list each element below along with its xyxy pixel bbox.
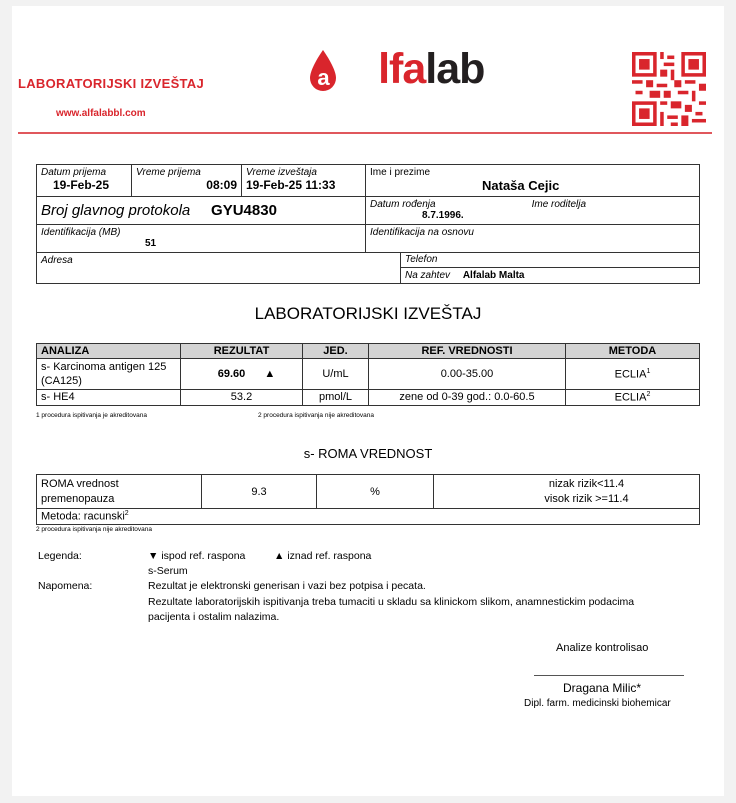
- up-arrow-icon: ▲: [264, 368, 276, 380]
- roma-title: s- ROMA VREDNOST: [303, 446, 433, 461]
- legend-up-text: iznad ref. raspona: [287, 550, 372, 562]
- header-jed: JED.: [303, 344, 369, 359]
- protokol-label: Broj glavnog protokola: [41, 202, 191, 219]
- vreme-prijema-value: 08:09: [206, 178, 237, 192]
- footnote-2: 2 procedura ispitivanja nije akreditovana: [258, 412, 374, 419]
- roma-name-line1: ROMA vrednost: [41, 477, 119, 490]
- rezultat-cell: 53.2: [181, 390, 303, 406]
- vreme-izvestaja-label: Vreme izveštaja: [246, 167, 317, 178]
- telefon-label: Telefon: [405, 254, 438, 265]
- identifikacija-value: 51: [145, 238, 157, 249]
- napomena-label: Napomena:: [38, 580, 93, 592]
- results-table: [36, 343, 700, 406]
- qr-code-icon: [632, 52, 706, 126]
- metoda-value: ECLIA: [614, 391, 647, 404]
- report-title: LABORATORIJSKI IZVEŠTAJ: [254, 304, 482, 323]
- roma-unit-cell: %: [317, 475, 434, 509]
- legend-down: [148, 549, 245, 564]
- telefon-cell: [401, 253, 700, 268]
- identifikacija-osnovu-cell: [366, 225, 700, 253]
- roma-metoda-sup: 2: [124, 510, 129, 517]
- signature-line: [534, 675, 684, 676]
- roma-ref-line1: nizak rizik<11.4: [548, 477, 625, 490]
- identifikacija-cell: [37, 225, 366, 253]
- footnote-1: 1 procedura ispitivanja je akreditovana: [36, 412, 147, 419]
- alfalab-logo: a lfalab: [308, 48, 484, 91]
- ime-roditelja-label: Ime roditelja: [531, 199, 587, 210]
- table-row: [37, 390, 700, 406]
- roma-name-cell: [37, 475, 202, 509]
- datum-rodjenja-value: 8.7.1996.: [422, 210, 464, 221]
- analiza-cell: s- Karcinoma antigen 125 (CA125): [37, 359, 181, 390]
- down-arrow-icon: ▼: [148, 550, 159, 562]
- legend-down-text: ispod ref. raspona: [161, 550, 246, 562]
- datum-rodjenja-cell: [366, 197, 700, 225]
- vreme-prijema-cell: [132, 165, 242, 197]
- jed-cell: U/mL: [303, 359, 369, 390]
- datum-prijema-label: Datum prijema: [41, 167, 107, 178]
- signer-title: Dipl. farm. medicinski biohemicar: [524, 698, 671, 709]
- report-page: [12, 6, 724, 796]
- kontrolisao-label: Analize kontrolisao: [556, 642, 649, 654]
- roma-table: [36, 474, 700, 525]
- ref-cell: 0.00-35.00: [369, 359, 566, 390]
- metoda-cell: [566, 390, 700, 406]
- header-rezultat: REZULTAT: [181, 344, 303, 359]
- adresa-cell: [37, 253, 401, 284]
- rezultat-value: 69.60: [217, 368, 246, 380]
- ime-value: Nataša Cejic: [482, 178, 560, 193]
- na-zahtev-cell: [401, 268, 700, 284]
- protokol-cell: [37, 197, 366, 225]
- drop-icon: [308, 48, 338, 91]
- adresa-label: Adresa: [41, 255, 73, 266]
- roma-metoda: Metoda: racunski: [41, 510, 125, 523]
- header-analiza: ANALIZA: [37, 344, 181, 359]
- table-row: [37, 475, 700, 509]
- ime-label: Ime i prezime: [370, 167, 431, 178]
- ref-cell: zene od 0-39 god.: 0.0-60.5: [369, 390, 566, 406]
- metoda-value: ECLIA: [614, 368, 647, 381]
- vreme-prijema-label: Vreme prijema: [136, 167, 201, 178]
- napomena-line2: Rezultate laboratorijskih ispitivanja treba tumaciti u skladu sa klinickom slikom, anamnestickim podacima: [148, 596, 635, 608]
- roma-name-line2: premenopauza: [41, 492, 115, 505]
- vreme-izvestaja-value: 19-Feb-25 11:33: [246, 178, 336, 192]
- website-link[interactable]: www.alfalabbl.com: [56, 108, 146, 119]
- na-zahtev-label: Na zahtev: [405, 270, 451, 281]
- datum-rodjenja-label: Datum rođenja: [370, 199, 436, 210]
- signer-name: Dragana Milic*: [563, 681, 642, 695]
- header-title: LABORATORIJSKI IZVEŠTAJ: [18, 76, 205, 91]
- datum-prijema-cell: [37, 165, 132, 197]
- logo-lab-text: lab: [425, 45, 485, 93]
- roma-metoda-cell: [37, 509, 700, 525]
- ime-cell: [366, 165, 700, 197]
- roma-ref-cell: [434, 475, 700, 509]
- rezultat-cell: [181, 359, 303, 390]
- header-ref: REF. VREDNOSTI: [369, 344, 566, 359]
- legend-serum: s-Serum: [148, 565, 188, 577]
- roma-value-cell: 9.3: [202, 475, 317, 509]
- metoda-sup: 2: [646, 391, 651, 398]
- jed-cell: pmol/L: [303, 390, 369, 406]
- napomena-line1: Rezultat je elektronski generisan i vazi bez potpisa i pecata.: [148, 580, 426, 592]
- analiza-cell: s- HE4: [37, 390, 181, 406]
- header-divider: [18, 132, 712, 134]
- roma-ref-line2: visok rizik >=11.4: [544, 492, 629, 505]
- datum-prijema-value: 19-Feb-25: [53, 178, 110, 192]
- metoda-cell: [566, 359, 700, 390]
- header-metoda: METODA: [566, 344, 700, 359]
- na-zahtev-value: Alfalab Malta: [462, 270, 525, 281]
- vreme-izvestaja-cell: [242, 165, 366, 197]
- legend-up: [274, 549, 371, 564]
- table-row: [37, 359, 700, 390]
- identifikacija-osnovu-label: Identifikacija na osnovu: [370, 227, 474, 238]
- patient-info-table: [36, 164, 700, 284]
- metoda-sup: 1: [646, 367, 651, 375]
- protokol-value: GYU4830: [211, 202, 277, 219]
- identifikacija-label: Identifikacija (MB): [41, 227, 121, 238]
- roma-footnote: 2 procedura ispitivanja nije akreditovana: [36, 526, 152, 533]
- napomena-line3: pacijenta i ostalim nalazima.: [148, 611, 280, 623]
- up-arrow-icon: ▲: [274, 550, 285, 562]
- svg-text:a: a: [317, 65, 329, 90]
- legend-label: Legenda:: [38, 550, 82, 562]
